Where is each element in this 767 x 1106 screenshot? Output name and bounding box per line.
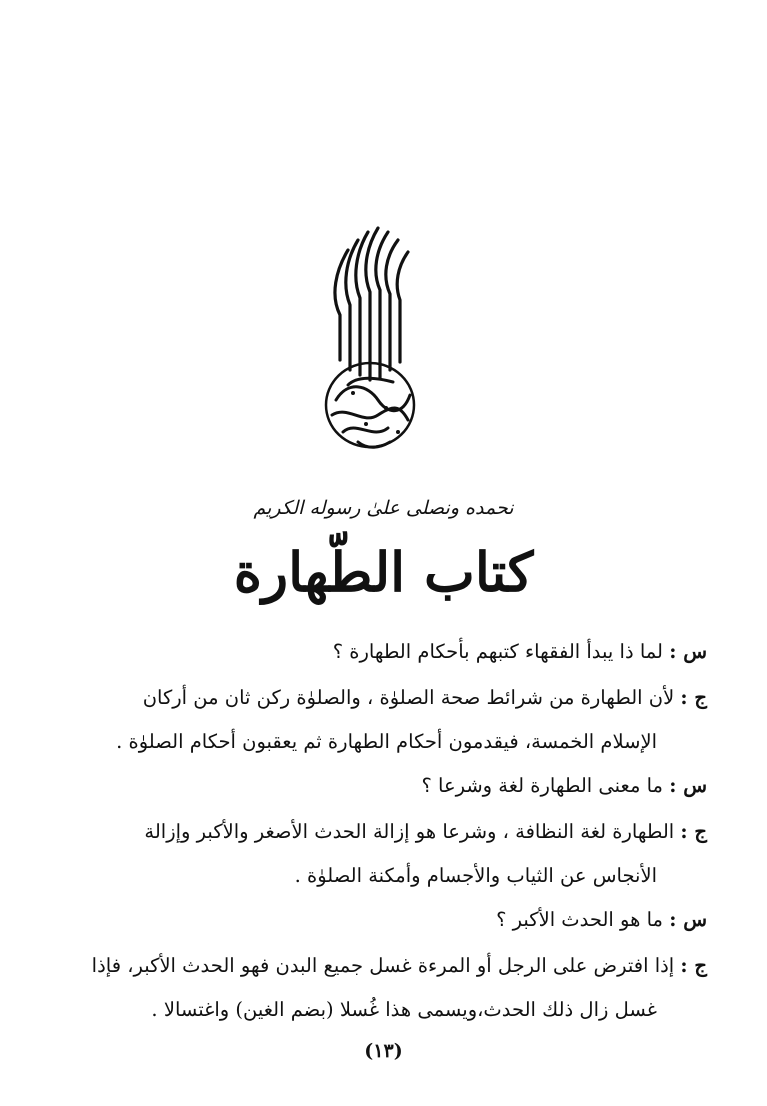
answer-text: لأن الطهارة من شرائط صحة الصلوٰة ، والصلوٰة ركن ثان من أركان (142, 686, 675, 709)
question-marker: س : (669, 908, 707, 931)
answer-text: غسل زال ذلك الحدث،ويسمى هذا غُسلا (بضم الغين) واغتسالا . (151, 998, 657, 1021)
answer-marker: ج : (680, 954, 707, 977)
answer-marker: ج : (680, 820, 707, 843)
answer-2-line-1 (80, 820, 707, 843)
answer-text: إذا افترض على الرجل أو المرءة غسل جميع البدن فهو الحدث الأكبر، فإذا (91, 954, 675, 977)
answer-text: الإسلام الخمسة، فيقدمون أحكام الطهارة ثم يعقبون أحكام الصلوٰة . (116, 730, 657, 753)
answer-text: الأنجاس عن الثياب والأجسام وأمكنة الصلوٰة . (294, 864, 657, 887)
praise-line: نحمده ونصلى علىٰ رسوله الكريم (253, 497, 514, 519)
answer-2-line-2 (80, 864, 707, 887)
question-3 (80, 908, 707, 931)
question-answer-section (80, 640, 707, 1030)
basmala-calligraphy-emblem (318, 210, 428, 460)
answer-3-line-2 (80, 998, 707, 1021)
question-text: لما ذا يبدأ الفقهاء كتبهم بأحكام الطهارة ؟ (332, 640, 663, 663)
question-marker: س : (669, 774, 707, 797)
question-1 (80, 640, 707, 663)
book-title: كتاب الطّهارة (233, 540, 534, 604)
answer-1-line-1 (80, 686, 707, 709)
question-text: ما هو الحدث الأكبر ؟ (496, 908, 663, 931)
answer-3-line-1 (80, 954, 707, 977)
question-text: ما معنى الطهارة لغة وشرعا ؟ (421, 774, 663, 797)
answer-marker: ج : (680, 686, 707, 709)
answer-text: الطهارة لغة النظافة ، وشرعا هو إزالة الحدث الأصغر والأكبر وإزالة (144, 820, 675, 843)
page-number: (١٣) (364, 1040, 403, 1062)
answer-1-line-2 (80, 730, 707, 753)
question-marker: س : (669, 640, 707, 663)
question-2 (80, 774, 707, 797)
